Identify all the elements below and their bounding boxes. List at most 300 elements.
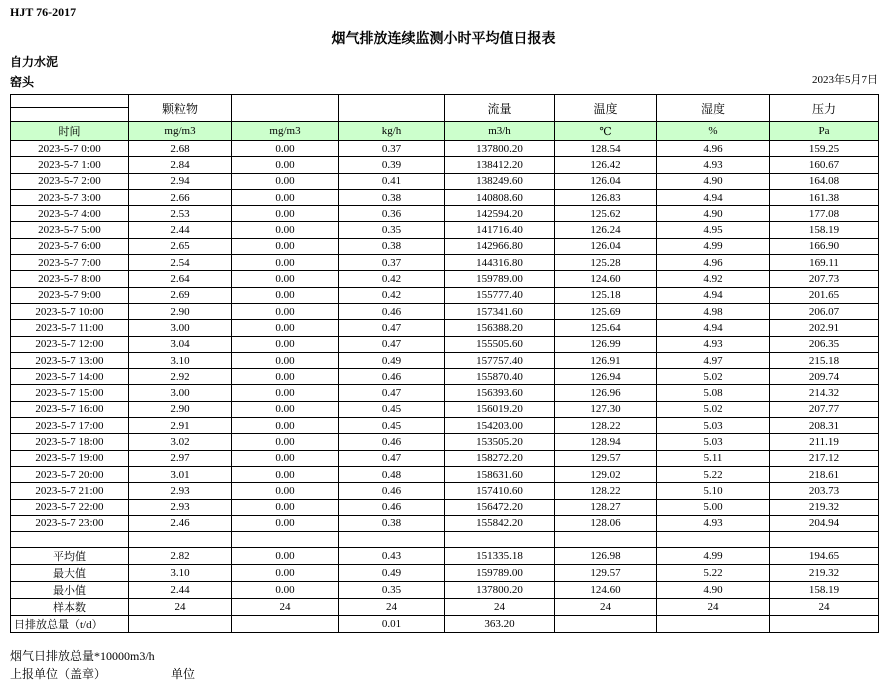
unit-header-4: m3/h	[445, 122, 555, 141]
value-cell: 0.39	[339, 157, 445, 173]
summary-value: 5.22	[657, 565, 770, 582]
value-cell: 153505.20	[445, 434, 555, 450]
time-cell: 2023-5-7 6:00	[11, 238, 129, 254]
value-cell: 0.00	[232, 450, 339, 466]
value-cell: 159789.00	[445, 271, 555, 287]
value-cell: 126.91	[555, 352, 657, 368]
summary-label: 样本数	[11, 599, 129, 616]
value-cell: 219.32	[770, 499, 879, 515]
value-cell: 3.02	[129, 434, 232, 450]
value-cell: 0.48	[339, 466, 445, 482]
value-cell: 0.00	[232, 189, 339, 205]
value-cell: 0.00	[232, 385, 339, 401]
company-name: 自力水泥	[10, 55, 59, 69]
summary-row	[11, 616, 879, 633]
value-cell: 0.00	[232, 466, 339, 482]
value-cell: 125.28	[555, 255, 657, 271]
value-cell: 125.18	[555, 287, 657, 303]
table-row	[11, 466, 879, 482]
table-row	[11, 238, 879, 254]
value-cell: 0.00	[232, 401, 339, 417]
table-row	[11, 450, 879, 466]
unit-label: 单位	[171, 667, 196, 682]
time-cell: 2023-5-7 14:00	[11, 369, 129, 385]
value-cell: 0.46	[339, 369, 445, 385]
value-cell: 204.94	[770, 515, 879, 531]
time-cell: 2023-5-7 17:00	[11, 418, 129, 434]
value-cell: 4.98	[657, 303, 770, 319]
value-cell: 127.30	[555, 401, 657, 417]
summary-value: 24	[339, 599, 445, 616]
value-cell: 2.94	[129, 173, 232, 189]
group-header-7: 压力	[770, 95, 879, 122]
summary-value: 159789.00	[445, 565, 555, 582]
value-cell: 0.45	[339, 401, 445, 417]
group-header-3	[339, 95, 445, 122]
value-cell: 5.02	[657, 369, 770, 385]
value-cell: 5.00	[657, 499, 770, 515]
time-cell: 2023-5-7 10:00	[11, 303, 129, 319]
summary-value: 0.00	[232, 565, 339, 582]
value-cell: 144316.80	[445, 255, 555, 271]
value-cell: 0.00	[232, 157, 339, 173]
group-header-row	[11, 95, 879, 122]
value-cell: 0.41	[339, 173, 445, 189]
value-cell: 206.35	[770, 336, 879, 352]
value-cell: 141716.40	[445, 222, 555, 238]
value-cell: 126.42	[555, 157, 657, 173]
summary-label: 平均值	[11, 548, 129, 565]
table-row	[11, 222, 879, 238]
value-cell: 2.66	[129, 189, 232, 205]
value-cell: 0.00	[232, 271, 339, 287]
summary-value	[232, 616, 339, 633]
summary-value: 24	[555, 599, 657, 616]
time-cell: 2023-5-7 1:00	[11, 157, 129, 173]
time-cell: 2023-5-7 16:00	[11, 401, 129, 417]
summary-row	[11, 599, 879, 616]
value-cell: 126.99	[555, 336, 657, 352]
value-cell: 159.25	[770, 141, 879, 157]
value-cell: 4.93	[657, 157, 770, 173]
summary-value: 0.43	[339, 548, 445, 565]
value-cell: 4.90	[657, 206, 770, 222]
station-name: 窑头	[10, 75, 35, 89]
value-cell: 161.38	[770, 189, 879, 205]
value-cell: 155777.40	[445, 287, 555, 303]
empty-cell	[11, 532, 129, 548]
value-cell: 128.27	[555, 499, 657, 515]
summary-value	[555, 616, 657, 633]
value-cell: 2.97	[129, 450, 232, 466]
value-cell: 0.00	[232, 303, 339, 319]
summary-label: 日排放总量（t/d）	[11, 616, 129, 633]
value-cell: 2.69	[129, 287, 232, 303]
unit-header-1: mg/m3	[129, 122, 232, 141]
table-row	[11, 141, 879, 157]
table-row	[11, 189, 879, 205]
unit-header-6: %	[657, 122, 770, 141]
table-row	[11, 515, 879, 531]
summary-value: 3.10	[129, 565, 232, 582]
summary-value: 151335.18	[445, 548, 555, 565]
value-cell: 5.11	[657, 450, 770, 466]
value-cell: 2.46	[129, 515, 232, 531]
time-cell: 2023-5-7 12:00	[11, 336, 129, 352]
value-cell: 0.46	[339, 499, 445, 515]
value-cell: 209.74	[770, 369, 879, 385]
value-cell: 126.96	[555, 385, 657, 401]
standard-code: HJT 76-2017	[10, 5, 77, 19]
value-cell: 4.93	[657, 336, 770, 352]
summary-label: 最大值	[11, 565, 129, 582]
value-cell: 203.73	[770, 483, 879, 499]
value-cell: 160.67	[770, 157, 879, 173]
value-cell: 0.00	[232, 418, 339, 434]
summary-value	[657, 616, 770, 633]
value-cell: 156472.20	[445, 499, 555, 515]
value-cell: 0.00	[232, 515, 339, 531]
table-row	[11, 483, 879, 499]
time-cell: 2023-5-7 2:00	[11, 173, 129, 189]
value-cell: 2.91	[129, 418, 232, 434]
value-cell: 129.57	[555, 450, 657, 466]
value-cell: 5.03	[657, 418, 770, 434]
summary-value	[129, 616, 232, 633]
report-date: 2023年5月7日	[812, 74, 878, 86]
value-cell: 157410.60	[445, 483, 555, 499]
empty-cell	[129, 532, 232, 548]
value-cell: 0.42	[339, 287, 445, 303]
unit-header-row	[11, 122, 879, 141]
value-cell: 0.47	[339, 320, 445, 336]
summary-value: 124.60	[555, 582, 657, 599]
value-cell: 201.65	[770, 287, 879, 303]
value-cell: 0.00	[232, 238, 339, 254]
empty-cell	[555, 532, 657, 548]
value-cell: 3.00	[129, 385, 232, 401]
value-cell: 4.97	[657, 352, 770, 368]
value-cell: 0.38	[339, 189, 445, 205]
value-cell: 5.03	[657, 434, 770, 450]
value-cell: 0.36	[339, 206, 445, 222]
value-cell: 217.12	[770, 450, 879, 466]
value-cell: 125.64	[555, 320, 657, 336]
value-cell: 142594.20	[445, 206, 555, 222]
value-cell: 155870.40	[445, 369, 555, 385]
value-cell: 128.54	[555, 141, 657, 157]
summary-value: 24	[129, 599, 232, 616]
table-row	[11, 369, 879, 385]
value-cell: 155842.20	[445, 515, 555, 531]
value-cell: 140808.60	[445, 189, 555, 205]
value-cell: 0.46	[339, 303, 445, 319]
summary-value: 2.82	[129, 548, 232, 565]
value-cell: 4.92	[657, 271, 770, 287]
value-cell: 138249.60	[445, 173, 555, 189]
unit-header-2: mg/m3	[232, 122, 339, 141]
value-cell: 169.11	[770, 255, 879, 271]
summary-value: 363.20	[445, 616, 555, 633]
value-cell: 138412.20	[445, 157, 555, 173]
table-row	[11, 336, 879, 352]
value-cell: 128.94	[555, 434, 657, 450]
value-cell: 2.68	[129, 141, 232, 157]
value-cell: 4.95	[657, 222, 770, 238]
value-cell: 2.93	[129, 483, 232, 499]
footer	[10, 647, 887, 682]
page-title: 烟气排放连续监测小时平均值日报表	[331, 32, 556, 47]
time-cell: 2023-5-7 22:00	[11, 499, 129, 515]
value-cell: 4.96	[657, 141, 770, 157]
table-row	[11, 385, 879, 401]
table-row	[11, 255, 879, 271]
table-row	[11, 320, 879, 336]
value-cell: 0.46	[339, 434, 445, 450]
time-cell: 2023-5-7 15:00	[11, 385, 129, 401]
summary-value: 137800.20	[445, 582, 555, 599]
time-cell: 2023-5-7 11:00	[11, 320, 129, 336]
value-cell: 156393.60	[445, 385, 555, 401]
summary-row	[11, 582, 879, 599]
unit-header-3: kg/h	[339, 122, 445, 141]
value-cell: 2.84	[129, 157, 232, 173]
value-cell: 157757.40	[445, 352, 555, 368]
value-cell: 4.94	[657, 189, 770, 205]
value-cell: 126.94	[555, 369, 657, 385]
time-cell: 2023-5-7 9:00	[11, 287, 129, 303]
value-cell: 156019.20	[445, 401, 555, 417]
summary-value: 24	[770, 599, 879, 616]
time-cell: 2023-5-7 4:00	[11, 206, 129, 222]
time-cell: 2023-5-7 5:00	[11, 222, 129, 238]
table-row	[11, 287, 879, 303]
empty-cell	[770, 532, 879, 548]
summary-value: 0.00	[232, 582, 339, 599]
table-row	[11, 157, 879, 173]
value-cell: 166.90	[770, 238, 879, 254]
value-cell: 0.47	[339, 336, 445, 352]
value-cell: 0.37	[339, 255, 445, 271]
group-header-2	[232, 95, 339, 122]
empty-cell	[657, 532, 770, 548]
value-cell: 164.08	[770, 173, 879, 189]
value-cell: 137800.20	[445, 141, 555, 157]
time-cell: 2023-5-7 13:00	[11, 352, 129, 368]
report-table	[10, 94, 879, 633]
table-row	[11, 499, 879, 515]
time-cell: 2023-5-7 0:00	[11, 141, 129, 157]
value-cell: 0.47	[339, 450, 445, 466]
summary-value: 24	[445, 599, 555, 616]
value-cell: 4.90	[657, 173, 770, 189]
time-cell: 2023-5-7 23:00	[11, 515, 129, 531]
group-header-5: 温度	[555, 95, 657, 122]
corner-split-cell	[11, 95, 129, 122]
value-cell: 126.04	[555, 173, 657, 189]
unit-header-7: Pa	[770, 122, 879, 141]
value-cell: 0.00	[232, 369, 339, 385]
value-cell: 0.45	[339, 418, 445, 434]
time-cell: 2023-5-7 8:00	[11, 271, 129, 287]
value-cell: 156388.20	[445, 320, 555, 336]
value-cell: 0.00	[232, 206, 339, 222]
value-cell: 0.00	[232, 483, 339, 499]
time-cell: 2023-5-7 3:00	[11, 189, 129, 205]
summary-value: 24	[232, 599, 339, 616]
value-cell: 207.77	[770, 401, 879, 417]
table-row	[11, 173, 879, 189]
summary-value	[770, 616, 879, 633]
value-cell: 158272.20	[445, 450, 555, 466]
time-cell: 2023-5-7 19:00	[11, 450, 129, 466]
table-row	[11, 352, 879, 368]
corner-top-cell	[11, 95, 128, 108]
summary-value: 4.90	[657, 582, 770, 599]
value-cell: 0.00	[232, 336, 339, 352]
value-cell: 128.22	[555, 483, 657, 499]
value-cell: 125.62	[555, 206, 657, 222]
value-cell: 0.00	[232, 352, 339, 368]
summary-value: 126.98	[555, 548, 657, 565]
value-cell: 128.22	[555, 418, 657, 434]
value-cell: 0.46	[339, 483, 445, 499]
value-cell: 124.60	[555, 271, 657, 287]
value-cell: 0.00	[232, 222, 339, 238]
value-cell: 218.61	[770, 466, 879, 482]
time-cell: 2023-5-7 21:00	[11, 483, 129, 499]
value-cell: 2.90	[129, 303, 232, 319]
value-cell: 177.08	[770, 206, 879, 222]
value-cell: 129.02	[555, 466, 657, 482]
value-cell: 0.37	[339, 141, 445, 157]
empty-cell	[445, 532, 555, 548]
value-cell: 126.04	[555, 238, 657, 254]
table-row	[11, 401, 879, 417]
group-header-6: 湿度	[657, 95, 770, 122]
value-cell: 2.92	[129, 369, 232, 385]
table-row	[11, 418, 879, 434]
group-header-4: 流量	[445, 95, 555, 122]
table-row	[11, 271, 879, 287]
group-header-1: 颗粒物	[129, 95, 232, 122]
value-cell: 4.96	[657, 255, 770, 271]
value-cell: 0.00	[232, 434, 339, 450]
value-cell: 128.06	[555, 515, 657, 531]
table-row	[11, 303, 879, 319]
value-cell: 207.73	[770, 271, 879, 287]
value-cell: 2.64	[129, 271, 232, 287]
value-cell: 2.65	[129, 238, 232, 254]
summary-value: 158.19	[770, 582, 879, 599]
value-cell: 125.69	[555, 303, 657, 319]
value-cell: 5.02	[657, 401, 770, 417]
value-cell: 142966.80	[445, 238, 555, 254]
value-cell: 3.01	[129, 466, 232, 482]
value-cell: 158.19	[770, 222, 879, 238]
summary-value: 24	[657, 599, 770, 616]
value-cell: 3.04	[129, 336, 232, 352]
summary-value: 0.01	[339, 616, 445, 633]
value-cell: 2.93	[129, 499, 232, 515]
summary-value: 2.44	[129, 582, 232, 599]
empty-cell	[339, 532, 445, 548]
value-cell: 0.38	[339, 238, 445, 254]
value-cell: 2.53	[129, 206, 232, 222]
value-cell: 5.10	[657, 483, 770, 499]
table-row	[11, 434, 879, 450]
summary-label: 最小值	[11, 582, 129, 599]
summary-row	[11, 565, 879, 582]
value-cell: 206.07	[770, 303, 879, 319]
value-cell: 158631.60	[445, 466, 555, 482]
value-cell: 0.38	[339, 515, 445, 531]
corner-bottom-cell	[11, 108, 128, 121]
summary-value: 0.35	[339, 582, 445, 599]
spacer-row	[11, 532, 879, 548]
value-cell: 215.18	[770, 352, 879, 368]
value-cell: 5.22	[657, 466, 770, 482]
value-cell: 0.00	[232, 320, 339, 336]
value-cell: 2.44	[129, 222, 232, 238]
value-cell: 126.83	[555, 189, 657, 205]
value-cell: 0.49	[339, 352, 445, 368]
value-cell: 4.94	[657, 320, 770, 336]
value-cell: 157341.60	[445, 303, 555, 319]
value-cell: 0.00	[232, 141, 339, 157]
value-cell: 3.10	[129, 352, 232, 368]
value-cell: 0.47	[339, 385, 445, 401]
value-cell: 0.00	[232, 173, 339, 189]
summary-value: 219.32	[770, 565, 879, 582]
report-unit-label: 上报单位（盖章）	[10, 667, 107, 682]
value-cell: 202.91	[770, 320, 879, 336]
time-cell: 2023-5-7 20:00	[11, 466, 129, 482]
value-cell: 126.24	[555, 222, 657, 238]
summary-value: 0.00	[232, 548, 339, 565]
summary-value: 129.57	[555, 565, 657, 582]
value-cell: 4.94	[657, 287, 770, 303]
value-cell: 5.08	[657, 385, 770, 401]
value-cell: 4.99	[657, 238, 770, 254]
value-cell: 0.00	[232, 499, 339, 515]
value-cell: 0.35	[339, 222, 445, 238]
summary-value: 194.65	[770, 548, 879, 565]
value-cell: 214.32	[770, 385, 879, 401]
value-cell: 0.00	[232, 287, 339, 303]
footer-note: 烟气日排放总量*10000m3/h	[10, 649, 155, 664]
value-cell: 3.00	[129, 320, 232, 336]
value-cell: 208.31	[770, 418, 879, 434]
value-cell: 0.00	[232, 255, 339, 271]
value-cell: 2.54	[129, 255, 232, 271]
value-cell: 2.90	[129, 401, 232, 417]
value-cell: 154203.00	[445, 418, 555, 434]
value-cell: 155505.60	[445, 336, 555, 352]
summary-value: 0.49	[339, 565, 445, 582]
table-row	[11, 206, 879, 222]
summary-value: 4.99	[657, 548, 770, 565]
value-cell: 211.19	[770, 434, 879, 450]
value-cell: 0.42	[339, 271, 445, 287]
time-cell: 2023-5-7 18:00	[11, 434, 129, 450]
unit-header-0: 时间	[11, 122, 129, 141]
summary-row	[11, 548, 879, 565]
unit-header-5: ℃	[555, 122, 657, 141]
value-cell: 4.93	[657, 515, 770, 531]
time-cell: 2023-5-7 7:00	[11, 255, 129, 271]
empty-cell	[232, 532, 339, 548]
